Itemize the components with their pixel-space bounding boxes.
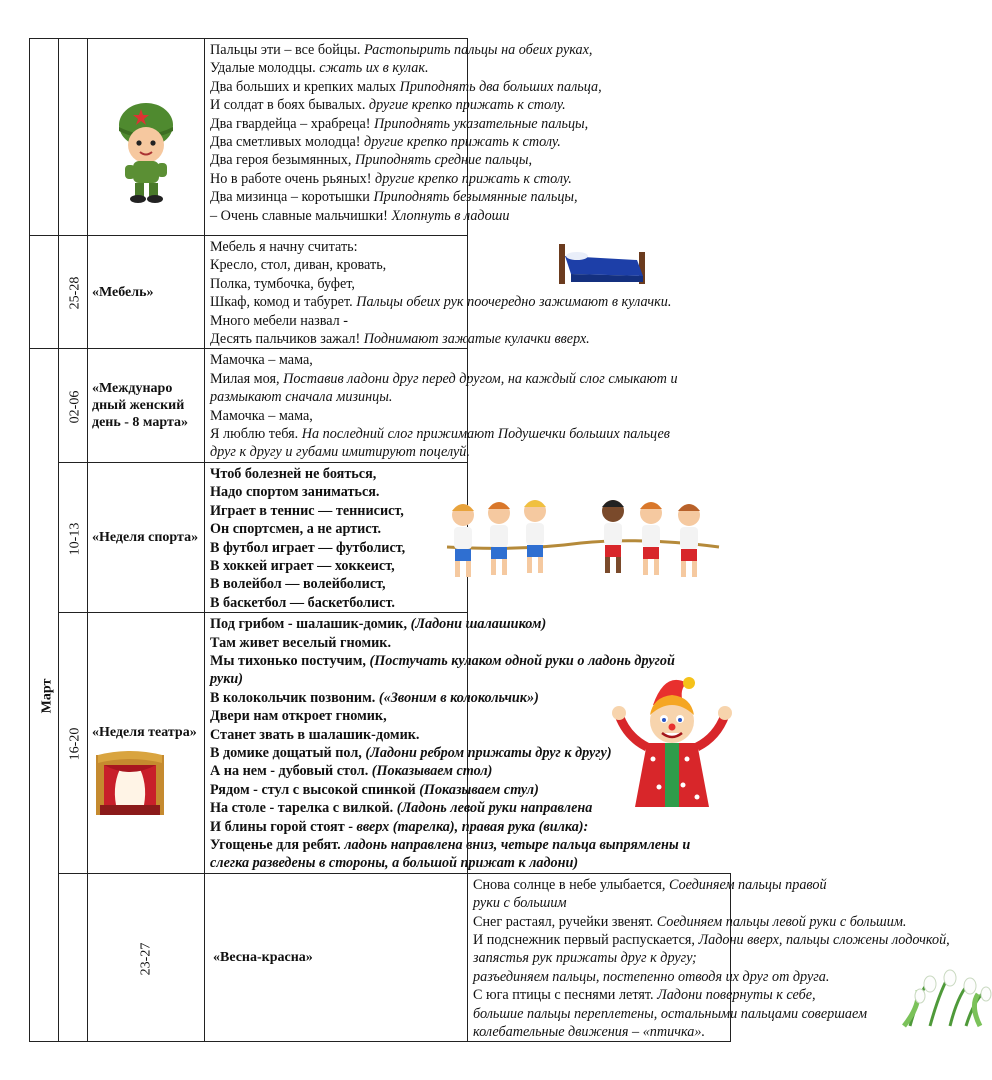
topic-cell (88, 613, 205, 874)
poem-line: – Очень славные мальчишки! Хлопнуть в ладоши (210, 207, 510, 224)
poem-line: Под грибом - шалашик-домик, (Ладони шалашиком) (210, 616, 547, 633)
poem-line: В хоккей играет — хоккеист, (210, 557, 395, 574)
poem-line: колебательные движения – «птичка». (473, 1024, 706, 1041)
topic-cell (88, 462, 205, 612)
dates-label: 16-20 (67, 727, 83, 761)
poem-line: Мы тихонько постучим, (Постучать кулаком одной руки о ладонь другой (210, 652, 675, 669)
topic-cell (88, 349, 205, 462)
snowdrops-illustration (900, 960, 992, 1028)
topic-title: «Весна-красна» (213, 950, 313, 966)
content-cell (205, 236, 672, 349)
poem-line: В волейбол — волейболист, (210, 576, 386, 593)
poem-line: размыкают сначала мизинцы. (210, 389, 393, 406)
content-cell (205, 462, 468, 612)
clown-puppet-illustration (613, 675, 731, 815)
topic-title: «Междунаро дный женский день - 8 марта» (92, 381, 189, 431)
bed-illustration (557, 242, 647, 286)
poem-line: друг к другу и губами имитируют поцелуй. (210, 444, 470, 461)
poem-line: Станет звать в шалашик-домик. (210, 726, 420, 743)
poem-line: Удалые молодцы. сжать их в кулак. (210, 60, 429, 77)
poem-line: И солдат в боях бывалых. другие крепко прижать к столу. (210, 97, 566, 114)
poem-line: Много мебели назвал - (210, 312, 349, 329)
topic-title: «Мебель» (92, 284, 154, 300)
poem-line: Два больших и крепких малых Приподнять два больших пальца, (210, 78, 602, 95)
puppet-theatre-illustration (94, 749, 166, 819)
poem-line: Мамочка – мама, (210, 407, 313, 424)
poem-line: В колокольчик позвоним. («Звоним в колокольчик») (210, 689, 539, 706)
poem-line: В баскетбол — баскетболист. (210, 594, 395, 611)
poem-line: Он спортсмен, а не артист. (210, 521, 382, 538)
poem-line: запястья рук прижаты друг к другу; (473, 950, 697, 967)
poem-line: Кресло, стол, диван, кровать, (210, 257, 387, 274)
poem-line: С юга птицы с песнями летят. Ладони повернуты к себе, (473, 987, 816, 1004)
month-cell-prev (30, 39, 59, 236)
dates-cell (59, 236, 88, 349)
poem-line: руки) (210, 671, 244, 688)
dates-cell (59, 613, 88, 874)
table-row (30, 462, 731, 612)
poem-line: разъединяем пальцы, постепенно отводя их друг от друга. (473, 968, 830, 985)
poem-line: Два гвардейца – храбреца! Приподнять указательные пальцы, (210, 115, 589, 132)
dates-label: 23-27 (137, 942, 153, 975)
poem-line: Рядом - стул с высокой спинкой (Показываем стул) (210, 781, 539, 798)
poem-line: Там живет веселый гномик. (210, 634, 392, 651)
poem-line: слегка разведены в стороны, а большой прижат к ладони) (210, 855, 579, 872)
topic-cell (88, 39, 205, 236)
poem-line: Снова солнце в небе улыбается, Соединяем пальцы правой (473, 876, 827, 893)
month-cell-prev (30, 236, 59, 349)
poem-line: Я люблю тебя. На последний слог прижимают Подушечки больших пальцев (210, 426, 670, 443)
poem-line: Два сметливых молодца! другие крепко прижать к столу. (210, 134, 561, 151)
topic-cell (205, 873, 468, 1042)
poem-line: Десять пальчиков зажал! Поднимают зажатые кулачки вверх. (210, 331, 590, 348)
content-cell (468, 873, 950, 1042)
poem-line: Мамочка – мама, (210, 352, 313, 369)
poem-line: Мебель я начну считать: (210, 239, 358, 255)
table-row (30, 236, 731, 349)
content-cell (205, 349, 678, 462)
dates-label: 02-06 (67, 390, 83, 423)
tug-of-war-illustration (441, 485, 725, 585)
content-cell (205, 613, 691, 874)
poem-line: На столе - тарелка с вилкой. (Ладонь левой руки направлена (210, 800, 593, 817)
poem-line: И блины горой стоят - вверх (тарелка), правая рука (вилка): (210, 818, 589, 835)
dates-cell (59, 349, 88, 462)
plan-table (29, 38, 950, 1042)
poem-line: И подснежник первый распускается, Ладони вверх, пальцы сложены лодочкой, (473, 932, 950, 949)
poem-line: Надо спортом заниматься. (210, 484, 380, 501)
poem-line: В домике дощатый пол, (Ладони ребром прижаты друг к другу) (210, 744, 612, 761)
poem-line: Играет в теннис — теннисист, (210, 502, 404, 519)
poem-line: Полка, тумбочка, буфет, (210, 275, 355, 292)
poem-line: Два мизинца – коротышки Приподнять безымянные пальцы, (210, 189, 578, 206)
poem-line: руки с большим (473, 895, 567, 912)
poem-line: Милая моя, Поставив ладони друг перед другом, на каждый слог смыкают и (210, 370, 678, 387)
month-cell (30, 349, 59, 1042)
poem-line: В футбол играет — футболист, (210, 539, 406, 556)
table-row (30, 39, 731, 236)
topic-cell (88, 236, 205, 349)
topic-title: «Неделя театра» (92, 725, 197, 741)
poem-line: Но в работе очень рьяных! другие крепко прижать к столу. (210, 170, 572, 187)
dates-label: 10-13 (67, 522, 83, 555)
dates-label: 25-28 (67, 276, 83, 310)
topic-title: «Неделя спорта» (92, 530, 199, 545)
poem-line: большие пальцы переплетены, остальными пальцами совершаем (473, 1005, 868, 1022)
poem-line: Шкаф, комод и табурет. Пальцы обеих рук поочередно зажимают в кулачки. (210, 294, 672, 311)
poem-line: Двери нам откроет гномик, (210, 708, 387, 725)
dates-cell (59, 462, 88, 612)
table-row (30, 613, 731, 874)
soldier-boy-illustration (111, 95, 181, 205)
table-row (30, 349, 731, 462)
poem-line: Пальцы эти – все бойцы. Растопырить пальцы на обеих руках, (210, 42, 593, 58)
poem-line: Чтоб болезней не бояться, (210, 465, 377, 482)
dates-cell (88, 873, 205, 1042)
month-label: Март (39, 679, 55, 714)
dates-cell (59, 39, 88, 236)
poem-line: Угощенье для ребят. ладонь направлена вниз, четыре пальца выпрямлены и (210, 837, 691, 853)
poem-line: Два героя безымянных, Приподнять средние пальцы, (210, 152, 533, 169)
content-cell (205, 39, 602, 236)
month-cell-end (59, 873, 88, 1042)
poem-line: А на нем - дубовый стол. (Показываем стол) (210, 763, 493, 780)
poem-line: Снег растаял, ручейки звенят. Соединяем пальцы левой руки с большим. (473, 913, 907, 930)
table-row (30, 873, 731, 1042)
